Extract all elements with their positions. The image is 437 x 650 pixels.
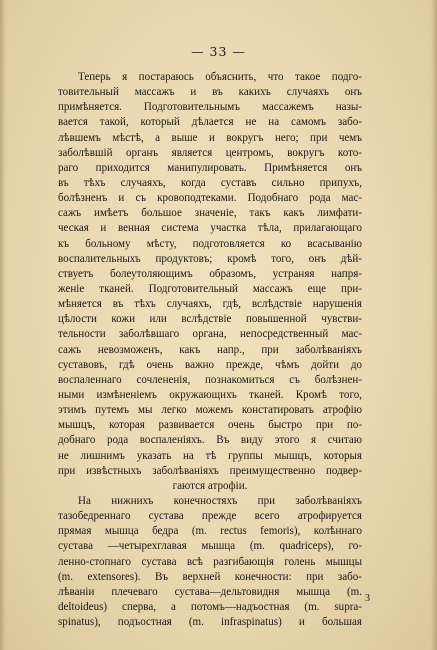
- text-line: мѣняется въ тѣхъ случаяхъ, гдѣ, вслѣдствіе нарушенія: [58, 298, 362, 311]
- text-line: добнаго рода воспаленіяхъ. Въ виду этого я считаю: [58, 434, 362, 447]
- text-line: сустава —четырехглавая мышца (m. quadriceps), го-: [58, 540, 362, 553]
- text-line: На нижнихъ конечностяхъ при заболѣваніяхъ: [78, 494, 362, 507]
- text-line: ленно-стопнаго сустава всѣ разгибающія голень мышцы: [58, 555, 362, 568]
- text-line: вается такой, который дѣлается не на самомъ забо-: [58, 116, 362, 129]
- text-line: товительный массажъ и въ какихъ случаяхъ онъ: [58, 86, 362, 99]
- text-line: болѣзненъ и съ кровоподтеками. Подобнаго рода мас-: [58, 192, 362, 205]
- text-line: мышцъ, которая развивается очень быстро при по-: [58, 419, 362, 432]
- text-line: ствуетъ болеутоляющимъ образомъ, устраняя напря-: [58, 267, 362, 280]
- text-line: тазобедреннаго сустава прежде всего атрофируется: [58, 510, 362, 523]
- text-line: сажъ имѣетъ большое значеніе, такъ какъ лимфати-: [58, 207, 362, 220]
- text-line: этимъ путемъ мы легко можемъ констатировать атрофію: [58, 404, 362, 417]
- text-line: лѣвшемъ мѣстѣ, а выше и вокругъ него; при чемъ: [58, 131, 362, 144]
- text-line: (m. extensores). Въ верхней конечности: при забо-: [58, 570, 362, 583]
- text-line: къ больному мѣсту, подготовляется ко всасыванію: [58, 237, 362, 250]
- page-number: — 33 —: [191, 44, 246, 59]
- text-line: при извѣстныхъ заболѣваніяхъ преимущественно подвер-: [58, 464, 362, 477]
- text-line: не лишнимъ указать на тѣ группы мышцъ, которыя: [58, 449, 362, 462]
- text-line: въ тѣхъ случаяхъ, когда суставъ сильно припухъ,: [58, 176, 362, 189]
- body-text: [58, 70, 362, 630]
- text-line: женіе тканей. Подготовительный массажъ еще при-: [58, 282, 362, 295]
- signature-mark: 3: [365, 593, 370, 604]
- text-line: тельности заболѣвшаго органа, непосредственный мас-: [58, 328, 362, 341]
- text-line: воспаленнаго сочлененія, познакомиться съ болѣзнен-: [58, 373, 362, 386]
- text-line: Теперь я постараюсь объяснить, что такое подго-: [78, 71, 362, 83]
- text-line: цѣлости кожи или вслѣдствіе повышенной чувстви-: [58, 313, 362, 326]
- page-shadow-left: [0, 0, 6, 650]
- paragraph-2: [58, 494, 362, 630]
- text-line: гаются атрофіи.: [172, 479, 248, 492]
- paragraph-1: [58, 70, 362, 494]
- text-line: ными измѣненіемъ окружающихъ тканей. Кромѣ того,: [58, 388, 362, 401]
- text-line: воспалительныхъ продуктовъ; кромѣ того, онъ дѣй-: [58, 252, 362, 265]
- text-line: сажъ невозможенъ, какъ напр., при заболѣваніяхъ: [58, 343, 362, 356]
- text-line: прямая мышца бедра (m. rectus femoris), колѣннаго: [58, 525, 362, 538]
- text-line: deltoideus) сперва, а потомъ—надъостная (m. supra-: [58, 600, 362, 613]
- text-line: spinatus), подъостная (m. infraspinatus) и большая: [58, 616, 362, 629]
- text-line: примѣняется. Подготовительнымъ массажемъ назы-: [58, 101, 362, 114]
- text-line: лѣваніи плечеваго сустава—дельтовидня мышца (m.: [58, 585, 362, 598]
- text-line: заболѣвшій органъ является центромъ, вокругъ кото-: [58, 146, 362, 159]
- text-line: раго приходится манипулировать. Примѣняется онъ: [58, 161, 362, 174]
- text-line: суставовъ, гдѣ очень важно прежде, чѣмъ дойти до: [58, 358, 362, 371]
- text-line: ческая и венная система участка тѣла, прилагающаго: [58, 222, 362, 235]
- page-shadow-right: [431, 0, 437, 650]
